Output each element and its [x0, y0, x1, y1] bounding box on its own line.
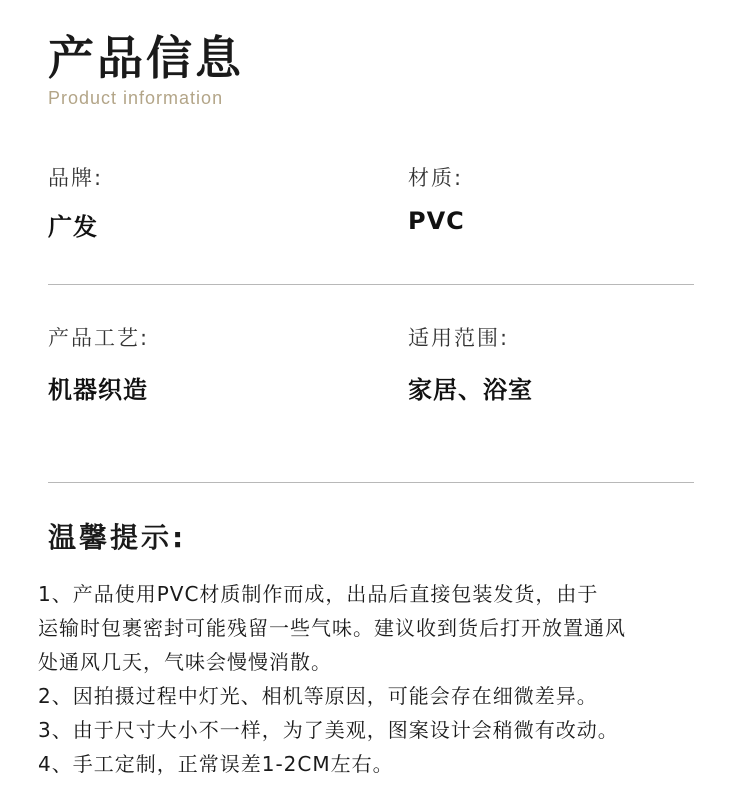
- material-label: 材质:: [408, 166, 464, 190]
- tips-title: 温馨提示:: [48, 521, 187, 554]
- brand-value: 广发: [48, 213, 98, 241]
- divider: [48, 482, 694, 483]
- tip-line: 1、产品使用PVC材质制作而成，出品后直接包装发货，由于: [38, 582, 599, 606]
- usage-label: 适用范围:: [408, 326, 510, 350]
- usage-value: 家居、浴室: [408, 376, 533, 404]
- tip-line: 处通风几天，气味会慢慢消散。: [38, 650, 332, 674]
- page-title: 产品信息: [48, 31, 244, 85]
- material-value: PVC: [408, 207, 465, 235]
- tip-line: 2、因拍摄过程中灯光、相机等原因，可能会存在细微差异。: [38, 684, 598, 708]
- tip-line: 运输时包裹密封可能残留一些气味。建议收到货后打开放置通风: [38, 616, 626, 640]
- tip-line: 4、手工定制，正常误差1-2CM左右。: [38, 752, 394, 776]
- divider: [48, 284, 694, 285]
- craft-label: 产品工艺:: [48, 326, 150, 350]
- brand-label: 品牌:: [48, 166, 104, 190]
- craft-value: 机器织造: [48, 376, 148, 404]
- tip-line: 3、由于尺寸大小不一样，为了美观，图案设计会稍微有改动。: [38, 718, 619, 742]
- page-subtitle: Product information: [48, 88, 224, 108]
